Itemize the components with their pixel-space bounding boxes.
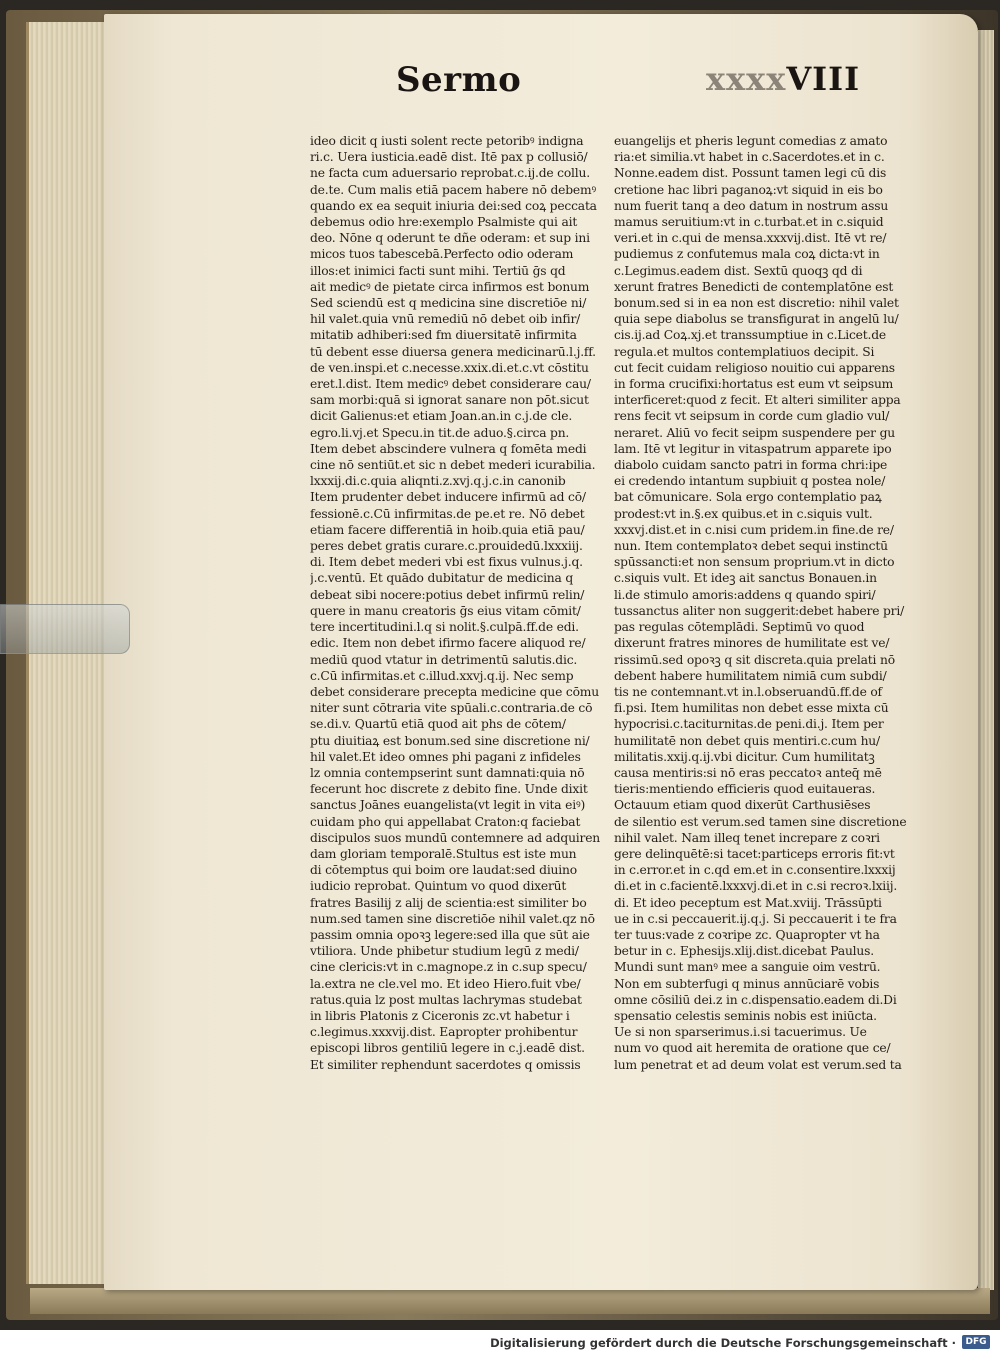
- text-line: debemus odio hre:exemplo Psalmiste qui ait: [310, 215, 578, 230]
- text-line: dam gloriam temporalē.Stultus est iste mun: [310, 846, 577, 861]
- text-line: di.et in c.facientē.lxxxvj.di.et in c.si recroꝛ.lxiij.: [614, 879, 898, 894]
- text-line: cretione hac libri paganoꝝ:vt siquid in eis bo: [614, 182, 883, 197]
- text-line: Et similiter rephendunt sacerdotes q omissis: [310, 1057, 581, 1072]
- text-line: tū debent esse diuersa genera medicinarū.l.j.ff.: [310, 344, 596, 359]
- text-line: tis ne contemnant.vt in.l.obseruandū.ff.de of: [614, 684, 882, 699]
- text-line: num fuerit tanq a deo datum in nostrum assu: [614, 198, 889, 213]
- text-line: hil valet.quia vnū remediū nō debet oib infir/: [310, 312, 581, 327]
- text-line: betur in c. Ephesijs.xlij.dist.dicebat Paulus.: [614, 944, 874, 959]
- text-line: eret.l.dist. Item medicꝰ debet considerare cau/: [310, 377, 591, 392]
- text-line: j.c.ventū. Et quādo dubitatur de medicina q: [310, 571, 574, 586]
- text-line: hypocrisi.c.taciturnitas.de peni.di.j. Item per: [614, 717, 884, 732]
- text-line: passim omnia opoꝛꝫ legere:sed illa que sūt aie: [310, 927, 590, 942]
- text-line: Item debet abscindere vulnera q fomēta medi: [310, 441, 587, 456]
- text-line: c.Cū infirmitas.et c.illud.xxvj.q.ij. Nec semp: [310, 668, 574, 683]
- text-line: mamus seruitium:vt in c.turbat.et in c.siquid: [614, 215, 884, 230]
- text-line: di cōtemptus qui boim ore laudat:sed diuino: [310, 863, 577, 878]
- text-line: cine clericis:vt in c.magnope.z in c.sup specu/: [310, 960, 587, 975]
- text-line: causa mentiris:si nō eras peccatoꝛ anteq̄ mē: [614, 765, 882, 780]
- text-line: cine nō sentiūt.et sic n debet mederi icurabilia.: [310, 458, 596, 473]
- text-line: Mundi sunt manꝰ mee a sanguie oim vestrū.: [614, 960, 881, 975]
- text-line: nun. Item contemplatoꝛ debet sequi instinctū: [614, 539, 888, 554]
- text-line: ptu diuitiaꝝ est bonum.sed sine discretione ni/: [310, 733, 590, 748]
- text-line: neraret. Aliū vo fecit seipm suspendere per gu: [614, 425, 895, 440]
- text-line: gere delinquētē:si tacet:particeps erroris fit:vt: [614, 846, 895, 861]
- folio-number: [706, 60, 860, 98]
- text-line: mediū quod vtatur in detrimentū salutis.dic.: [310, 652, 578, 667]
- text-line: xerunt fratres Benedicti de contemplatōne est: [614, 279, 894, 294]
- text-line: ria:et similia.vt habet in c.Sacerdotes.et in c.: [614, 150, 885, 165]
- text-line: rens fecit vt seipsum in corde cum gladio vul/: [614, 409, 890, 424]
- text-line: fessionē.c.Cū infirmitas.de pe.et re. Nō debet: [310, 506, 585, 521]
- text-line: in libris Platonis z Ciceronis zc.vt habetur i: [310, 1008, 570, 1023]
- right-page-edge: [978, 30, 994, 1290]
- text-line: spensatio celestis seminis nobis est iniūcta.: [614, 1008, 877, 1023]
- text-line: lum penetrat et ad deum volat est verum.sed ta: [614, 1057, 902, 1072]
- text-line: interficeret:quod z fecit. Et alteri similiter appa: [614, 393, 901, 408]
- folio-faint: xxxx: [706, 60, 787, 98]
- text-line: cut fecit cuidam religioso nouitio cui apparens: [614, 360, 895, 375]
- text-line: etiam facere differentiā in hoib.quia etiā pau/: [310, 522, 585, 537]
- text-line: dicit Galienus:et etiam Joan.an.in c.j.de cle.: [310, 409, 573, 424]
- dfg-logo-icon: DFG: [962, 1335, 990, 1349]
- text-line: fratres Basilij z alij de scientia:est similiter bo: [310, 895, 587, 910]
- text-line: egro.li.vj.et Specu.in tit.de aduo.§.circa pn.: [310, 425, 570, 440]
- text-line: debeat sibi nocere:potius debet infirmū relin/: [310, 587, 585, 602]
- text-line: discipulos suos mundū contemnere ad adquiren: [310, 830, 601, 845]
- text-column-right: [614, 133, 916, 1073]
- folio-value: VIII: [786, 60, 861, 98]
- text-line: ait medicꝰ de pietate circa infirmos est bonum: [310, 279, 590, 294]
- text-line: mitatib adhiberi:sed fm diuersitatē infirmita: [310, 328, 577, 343]
- text-line: iudicio reprobat. Quintum vo quod dixerūt: [310, 879, 567, 894]
- text-line: pas regulas cōtemplādi. Septimū vo quod: [614, 620, 865, 635]
- text-line: quia sepe diabolus se transfigurat in angelū lu/: [614, 312, 899, 327]
- text-line: c.siquis vult. Et ideꝫ ait sanctus Bonauen.in: [614, 571, 877, 586]
- text-line: ratus.quia lz post multas lachrymas studebat: [310, 992, 582, 1007]
- text-line: militatis.xxij.q.ij.vbi dicitur. Cum humilitatꝫ: [614, 749, 875, 764]
- text-line: de silentio est verum.sed tamen sine discretione: [614, 814, 907, 829]
- text-line: ue in c.si peccauerit.ij.q.j. Si peccauerit i te fra: [614, 911, 897, 926]
- text-line: edic. Item non debet ifirmo facere aliquod re/: [310, 636, 586, 651]
- text-line: peres debet gratis curare.c.prouidedū.lxxxiij.: [310, 539, 583, 554]
- text-line: c.legimus.xxxvij.dist. Eapropter prohibentur: [310, 1025, 578, 1040]
- text-line: episcopi libros gentiliū legere in c.j.eadē dist.: [310, 1041, 585, 1056]
- text-line: prodest:vt in.§.ex quibus.et in c.siquis vult.: [614, 506, 873, 521]
- text-line: se.di.v. Quartū etiā quod ait phs de cōtem/: [310, 717, 566, 732]
- text-line: dixerunt fratres minores de humilitate est ve/: [614, 636, 890, 651]
- text-line: sam morbi:quā si ignorat sanare non pōt.sicut: [310, 393, 589, 408]
- text-line: humilitatē non debet quis mentiri.c.cum hu/: [614, 733, 880, 748]
- text-line: quando ex ea sequit iniuria dei:sed coꝝ peccata: [310, 198, 597, 213]
- text-line: tere incertitudini.l.q si nolit.§.culpā.ff.de edi.: [310, 620, 579, 635]
- text-line: vtiliora. Unde phibetur studium legū z medi/: [310, 944, 579, 959]
- text-line: deo. Nōne q oderunt te dñe oderam: et sup ini: [310, 231, 590, 246]
- text-column-left: [310, 133, 606, 1073]
- text-line: fi.psi. Item humilitas non debet esse mixta cū: [614, 701, 889, 716]
- text-line: regula.et multos contemplatiuos decipit. Si: [614, 344, 875, 359]
- text-line: de ven.inspi.et c.necesse.xxix.di.et.c.vt cōstitu: [310, 360, 589, 375]
- text-line: quere in manu creatoris ḡs eius vitam cōmit/: [310, 603, 581, 618]
- text-line: num vo quod ait heremita de oratione que ce/: [614, 1041, 891, 1056]
- text-line: Item prudenter debet inducere infirmū ad cō/: [310, 490, 586, 505]
- text-line: spūssancti:et non sensum proprium.vt in dicto: [614, 555, 895, 570]
- text-line: xxxvj.dist.et in c.nisi cum pridem.in fine.de re/: [614, 522, 894, 537]
- text-line: di. Item debet mederi vbi est fixus vulnus.j.q.: [310, 555, 583, 570]
- text-line: lam. Itē vt legitur in vitaspatrum apparete ipo: [614, 441, 892, 456]
- text-line: ter tuus:vade z coꝛripe zc. Quapropter vt ha: [614, 927, 880, 942]
- text-line: ei credendo intantum supbiuit q postea nole/: [614, 474, 886, 489]
- text-line: tieris:mentiendo efficieris quod euitaueras.: [614, 782, 876, 797]
- text-line: c.Legimus.eadem dist. Sextū quoqꝫ qd di: [614, 263, 863, 278]
- text-line: la.extra ne cle.vel mo. Et ideo Hiero.fuit vbe/: [310, 976, 581, 991]
- text-line: Ue si non sparserimus.i.si tacuerimus. Ue: [614, 1025, 867, 1040]
- funding-credit: Digitalisierung gefördert durch die Deutsche Forschungsgemeinschaft ·: [490, 1336, 956, 1350]
- text-line: fecerunt hoc discrete z debito fine. Unde dixit: [310, 782, 588, 797]
- text-line: debet considerare precepta medicine que cōmu: [310, 684, 599, 699]
- text-line: diabolo cuidam sancto patri in forma chri:ipe: [614, 458, 888, 473]
- bottom-page-edge: [30, 1288, 990, 1314]
- text-line: illos:et inimici facti sunt mihi. Tertiū ḡs qd: [310, 263, 566, 278]
- text-line: Non em subterfugi q minus annūciarē vobis: [614, 976, 880, 991]
- text-line: bonum.sed si in ea non est discretio: nihil valet: [614, 296, 899, 311]
- text-line: li.de stimulo amoris:addens q quando spiri/: [614, 587, 876, 602]
- text-line: in forma crucifixi:hortatus est eum vt seipsum: [614, 377, 894, 392]
- footer-bar: [0, 1330, 1000, 1356]
- text-line: omne cōsiliū dei.z in c.dispensatio.eadem di.Di: [614, 992, 897, 1007]
- text-line: veri.et in c.qui de mensa.xxxvij.dist. Itē vt re/: [614, 231, 887, 246]
- text-line: tussanctus aliter non suggerit:debet habere pri/: [614, 603, 905, 618]
- text-line: niter sunt cōtraria vite spūali.c.contraria.de cō: [310, 701, 593, 716]
- text-line: micos tuos tabescebā.Perfecto odio oderam: [310, 247, 574, 262]
- text-line: Sed sciendū est q medicina sine discretiōe ni/: [310, 296, 587, 311]
- text-line: pudiemus z confutemus mala coꝝ dicta:vt in: [614, 247, 880, 262]
- text-line: cuidam pho qui appellabat Craton:q faciebat: [310, 814, 581, 829]
- text-line: sanctus Joānes euangelista(vt legit in vita eiꝰ): [310, 798, 586, 813]
- running-head: Sermo: [396, 60, 522, 100]
- text-line: de.te. Cum malis etiā pacem habere nō debemꝰ: [310, 182, 596, 197]
- text-line: ne facta cum aduersario reprobat.c.ij.de collu.: [310, 166, 590, 181]
- text-line: lz omnia contempserint sunt damnati:quia nō: [310, 765, 585, 780]
- text-line: num.sed tamen sine discretiōe nihil valet.qz nō: [310, 911, 595, 926]
- text-line: ri.c. Uera iusticia.eadē dist. Itē pax p collusiō/: [310, 150, 588, 165]
- text-line: rissimū.sed opoꝛꝫ q sit discreta.quia prelati nō: [614, 652, 895, 667]
- text-line: di. Et ideo peceptum est Mat.xviij. Trāssūpti: [614, 895, 882, 910]
- text-line: ideo dicit q iusti solent recte petoribꝰ indigna: [310, 134, 584, 148]
- text-line: hil valet.Et ideo omnes phi pagani z infideles: [310, 749, 581, 764]
- text-line: Nonne.eadem dist. Possunt tamen legi cū dis: [614, 166, 887, 181]
- text-line: in c.error.et in c.qd em.et in c.consentire.lxxxij: [614, 863, 896, 878]
- text-line: nihil valet. Nam illeq tenet increpare z coꝛri: [614, 830, 880, 845]
- page-clip: [0, 604, 130, 654]
- text-line: lxxxij.di.c.quia aliqnti.z.xvj.q.j.c.in canonib: [310, 474, 566, 489]
- text-line: bat cōmunicare. Sola ergo contemplatio paꝝ: [614, 490, 882, 505]
- text-line: Octauum etiam quod dixerūt Carthusiēses: [614, 798, 871, 813]
- text-line: euangelijs et pheris legunt comedias z amato: [614, 134, 888, 148]
- text-line: cis.ij.ad Coꝝ.xj.et transsumptiue in c.Licet.de: [614, 328, 886, 343]
- text-line: debent habere humilitatem nimiā cum subdi/: [614, 668, 887, 683]
